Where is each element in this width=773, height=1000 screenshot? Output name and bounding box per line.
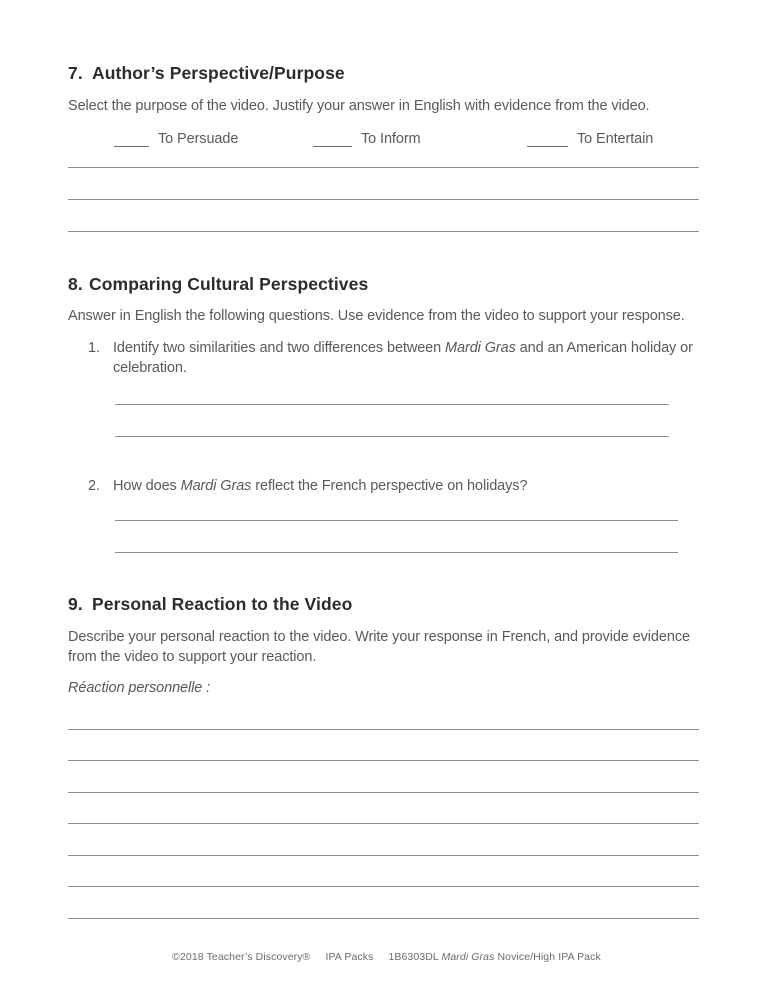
section7-instruction: Select the purpose of the video. Justify your answer in English with evidence from the video. (68, 98, 650, 114)
question-1-number: 1. (88, 340, 100, 356)
section7-number: 7. (68, 63, 83, 83)
answer-line (68, 792, 699, 793)
answer-line (115, 404, 669, 405)
section9-heading (68, 594, 352, 615)
answer-line (68, 729, 699, 730)
question-1-text-italic: Mardi Gras (445, 340, 516, 356)
answer-blank-persuade (114, 133, 149, 147)
section8-heading (68, 274, 368, 295)
answer-line (68, 760, 699, 761)
section9-instruction: Describe your personal reaction to the video. Write your response in French, and provide evidence from the video to support your reaction. (68, 629, 690, 665)
footer-copyright: ©2018 Teacher’s Discovery® (172, 951, 311, 963)
page-footer (0, 951, 773, 963)
answer-blank-entertain (527, 133, 568, 147)
section8-title: Comparing Cultural Perspectives (89, 274, 369, 294)
answer-line (68, 855, 699, 856)
answer-line (68, 823, 699, 824)
answer-line (68, 918, 699, 919)
option-to-persuade (114, 131, 238, 147)
question-1-text-suffix: and an American holiday or celebration. (113, 340, 693, 376)
answer-line (68, 231, 699, 232)
footer-series: IPA Packs (325, 951, 374, 963)
answer-line (115, 436, 669, 437)
answer-line (68, 167, 699, 168)
question-2 (88, 477, 705, 497)
reaction-prompt: Réaction personnelle : (68, 680, 211, 696)
answer-line (68, 199, 699, 200)
question-1-text (113, 339, 705, 378)
section8-number: 8. (68, 274, 83, 294)
question-2-text-suffix: reflect the French perspective on holidays? (251, 478, 528, 494)
question-2-text (113, 477, 705, 497)
section9-number: 9. (68, 594, 83, 614)
question-2-text-prefix: How does (113, 478, 181, 494)
question-1-text-prefix: Identify two similarities and two differences between (113, 340, 446, 356)
footer-code-suffix: Novice/High IPA Pack (494, 951, 601, 963)
answer-blank-inform (313, 133, 352, 147)
option-to-entertain-label: To Entertain (577, 131, 654, 147)
section8-instruction: Answer in English the following questions. Use evidence from the video to support your response. (68, 308, 685, 324)
option-to-entertain (527, 131, 653, 147)
option-to-inform-label: To Inform (361, 131, 421, 147)
question-2-number: 2. (88, 478, 100, 494)
footer-code-italic: Mardi Gras (441, 951, 495, 963)
footer-code-prefix: 1B6303DL (388, 951, 442, 963)
answer-line (115, 520, 678, 521)
question-1 (88, 339, 705, 378)
section9-title: Personal Reaction to the Video (92, 594, 353, 614)
answer-line (115, 552, 678, 553)
footer-product-code (388, 951, 600, 963)
section7-title: Author’s Perspective/Purpose (92, 63, 345, 83)
option-to-inform (313, 131, 421, 147)
answer-line (68, 886, 699, 887)
section7-heading (68, 63, 345, 84)
question-2-text-italic: Mardi Gras (180, 478, 252, 494)
option-to-persuade-label: To Persuade (158, 131, 239, 147)
purpose-options-row (0, 131, 773, 151)
